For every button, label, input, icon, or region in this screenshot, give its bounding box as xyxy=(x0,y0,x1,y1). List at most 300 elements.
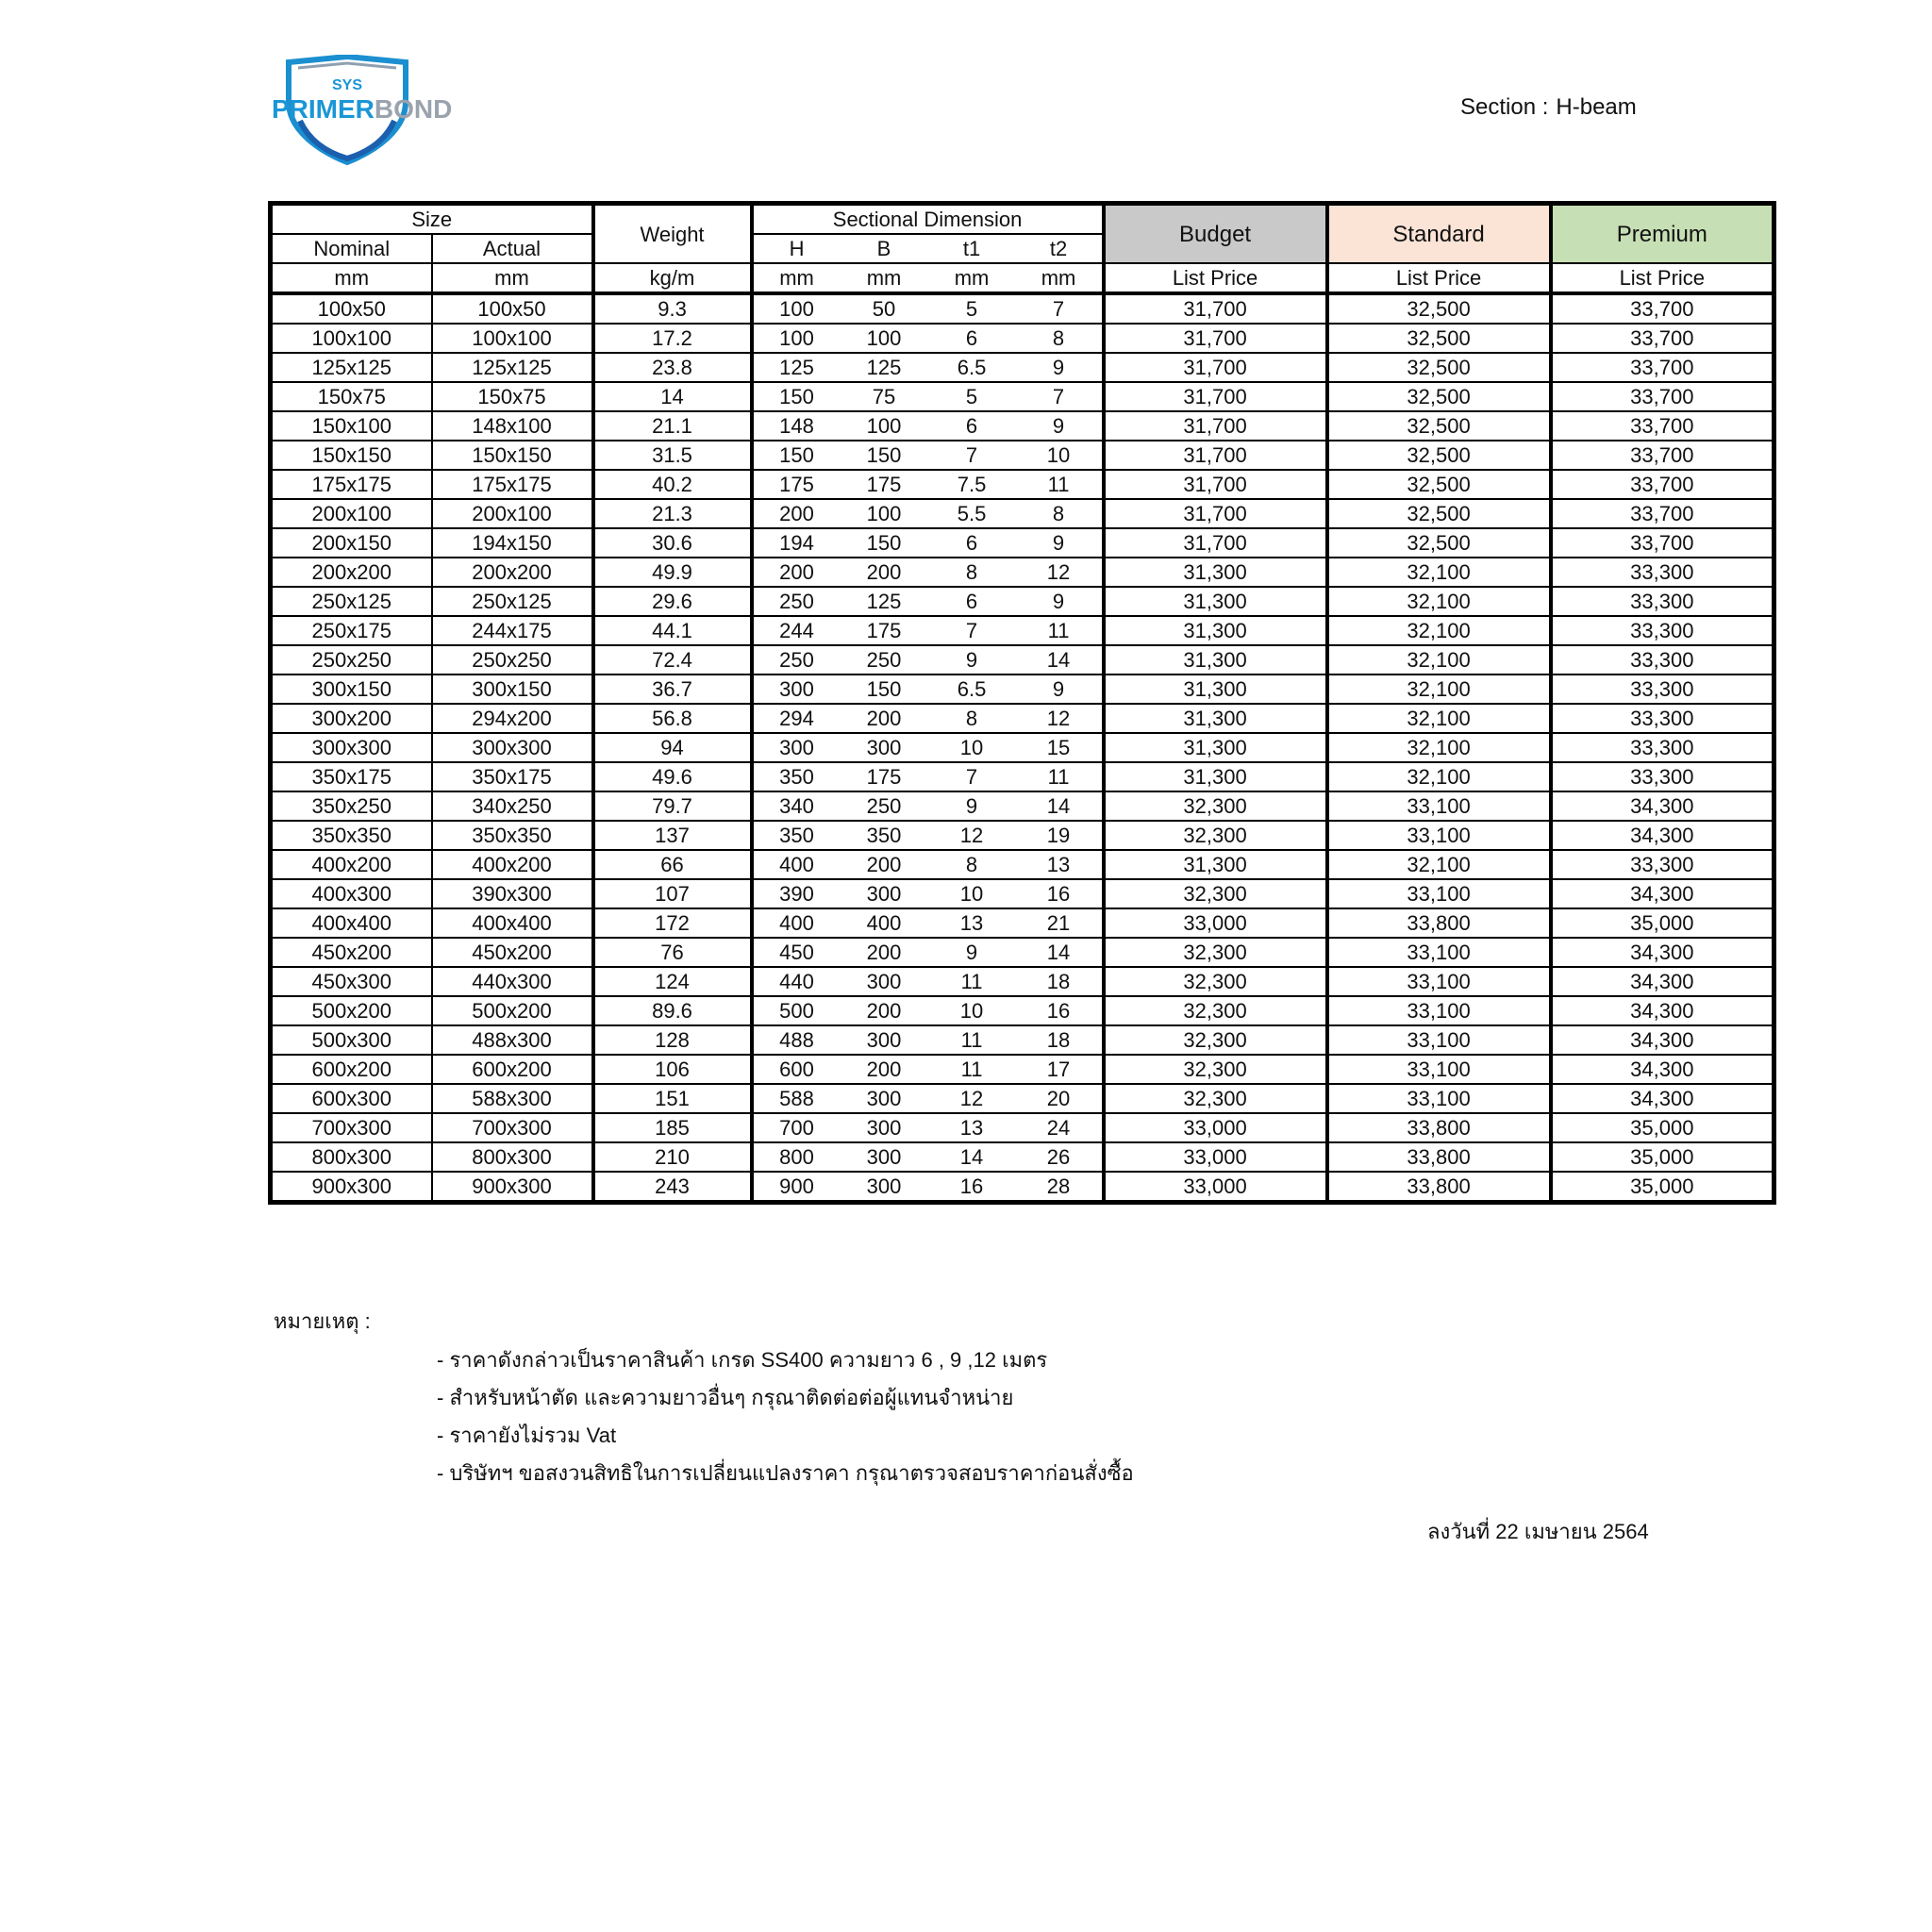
standard-price-cell: 33,100 xyxy=(1327,791,1551,821)
t1-cell: 13 xyxy=(928,1113,1016,1142)
t2-cell: 7 xyxy=(1016,382,1104,411)
table-row xyxy=(271,996,1774,1025)
t2-cell: 18 xyxy=(1016,1025,1104,1055)
header-row-1 xyxy=(271,204,1774,235)
section-label xyxy=(1460,94,1637,121)
b-cell: 400 xyxy=(841,908,928,938)
h-cell: 150 xyxy=(752,382,841,411)
actual-cell: 150x75 xyxy=(432,382,593,411)
b-cell: 200 xyxy=(841,1055,928,1084)
actual-cell: 294x200 xyxy=(432,704,593,733)
standard-price-cell: 33,800 xyxy=(1327,1172,1551,1203)
h-cell: 300 xyxy=(752,733,841,762)
budget-price-cell: 32,300 xyxy=(1104,1084,1327,1113)
list-price-label: List Price xyxy=(1104,263,1327,293)
premium-price-cell: 33,700 xyxy=(1551,411,1774,441)
weight-cell: 17.2 xyxy=(593,324,752,353)
h-cell: 150 xyxy=(752,441,841,470)
weight-cell: 30.6 xyxy=(593,528,752,558)
actual-cell: 700x300 xyxy=(432,1113,593,1142)
t2-header: t2 xyxy=(1016,234,1104,263)
b-cell: 350 xyxy=(841,821,928,850)
premium-price-cell: 33,700 xyxy=(1551,293,1774,324)
premium-price-cell: 33,700 xyxy=(1551,324,1774,353)
t1-cell: 8 xyxy=(928,558,1016,587)
actual-cell: 300x300 xyxy=(432,733,593,762)
note-line: - บริษัทฯ ขอสงวนสิทธิในการเปลี่ยนแปลงราคา กรุณาตรวจสอบราคาก่อนสั่งซื้อ xyxy=(437,1461,1134,1485)
table-row xyxy=(271,441,1774,470)
b-cell: 200 xyxy=(841,704,928,733)
nominal-cell: 175x175 xyxy=(271,470,432,499)
weight-cell: 79.7 xyxy=(593,791,752,821)
b-cell: 175 xyxy=(841,762,928,791)
nominal-cell: 450x200 xyxy=(271,938,432,967)
t2-cell: 8 xyxy=(1016,324,1104,353)
t1-cell: 9 xyxy=(928,938,1016,967)
actual-cell: 450x200 xyxy=(432,938,593,967)
premium-header: Premium xyxy=(1551,204,1774,264)
b-cell: 250 xyxy=(841,791,928,821)
b-cell: 200 xyxy=(841,938,928,967)
t2-cell: 26 xyxy=(1016,1142,1104,1172)
budget-price-cell: 33,000 xyxy=(1104,1142,1327,1172)
premium-price-cell: 33,300 xyxy=(1551,675,1774,704)
standard-price-cell: 32,500 xyxy=(1327,411,1551,441)
unit-cell: mm xyxy=(928,263,1016,293)
table-row xyxy=(271,616,1774,645)
h-cell: 100 xyxy=(752,324,841,353)
b-cell: 300 xyxy=(841,1025,928,1055)
table-row xyxy=(271,382,1774,411)
actual-cell: 250x125 xyxy=(432,587,593,616)
standard-price-cell: 33,100 xyxy=(1327,996,1551,1025)
h-cell: 294 xyxy=(752,704,841,733)
nominal-cell: 500x200 xyxy=(271,996,432,1025)
price-table xyxy=(268,201,1776,1205)
h-cell: 194 xyxy=(752,528,841,558)
t2-cell: 14 xyxy=(1016,938,1104,967)
b-cell: 300 xyxy=(841,879,928,908)
unit-cell: mm xyxy=(1016,263,1104,293)
table-row xyxy=(271,1025,1774,1055)
b-cell: 200 xyxy=(841,850,928,879)
budget-price-cell: 31,700 xyxy=(1104,470,1327,499)
budget-price-cell: 31,300 xyxy=(1104,616,1327,645)
t1-cell: 7.5 xyxy=(928,470,1016,499)
actual-cell: 300x150 xyxy=(432,675,593,704)
budget-price-cell: 33,000 xyxy=(1104,1172,1327,1203)
unit-cell: mm xyxy=(752,263,841,293)
nominal-cell: 400x200 xyxy=(271,850,432,879)
budget-price-cell: 33,000 xyxy=(1104,1113,1327,1142)
nominal-cell: 800x300 xyxy=(271,1142,432,1172)
standard-price-cell: 32,100 xyxy=(1327,850,1551,879)
nominal-cell: 200x100 xyxy=(271,499,432,528)
t1-cell: 8 xyxy=(928,850,1016,879)
t1-cell: 7 xyxy=(928,616,1016,645)
h-cell: 148 xyxy=(752,411,841,441)
standard-price-cell: 32,500 xyxy=(1327,382,1551,411)
t1-cell: 9 xyxy=(928,645,1016,675)
actual-header: Actual xyxy=(432,234,593,263)
standard-price-cell: 32,500 xyxy=(1327,324,1551,353)
nominal-cell: 200x150 xyxy=(271,528,432,558)
actual-cell: 600x200 xyxy=(432,1055,593,1084)
b-cell: 200 xyxy=(841,996,928,1025)
budget-price-cell: 31,300 xyxy=(1104,762,1327,791)
weight-cell: 44.1 xyxy=(593,616,752,645)
premium-price-cell: 34,300 xyxy=(1551,967,1774,996)
standard-price-cell: 33,100 xyxy=(1327,938,1551,967)
t2-cell: 11 xyxy=(1016,762,1104,791)
nominal-cell: 350x175 xyxy=(271,762,432,791)
premium-price-cell: 35,000 xyxy=(1551,908,1774,938)
h-cell: 400 xyxy=(752,908,841,938)
t1-cell: 12 xyxy=(928,821,1016,850)
budget-price-cell: 31,700 xyxy=(1104,441,1327,470)
weight-cell: 210 xyxy=(593,1142,752,1172)
budget-price-cell: 31,300 xyxy=(1104,850,1327,879)
h-cell: 350 xyxy=(752,762,841,791)
t2-cell: 12 xyxy=(1016,704,1104,733)
t1-cell: 7 xyxy=(928,441,1016,470)
weight-cell: 72.4 xyxy=(593,645,752,675)
table-row xyxy=(271,938,1774,967)
nominal-cell: 150x75 xyxy=(271,382,432,411)
h-cell: 100 xyxy=(752,293,841,324)
t2-cell: 18 xyxy=(1016,967,1104,996)
weight-cell: 23.8 xyxy=(593,353,752,382)
logo-brand-part1: PRIMER xyxy=(272,94,375,124)
premium-price-cell: 33,300 xyxy=(1551,733,1774,762)
nominal-cell: 700x300 xyxy=(271,1113,432,1142)
premium-price-cell: 34,300 xyxy=(1551,791,1774,821)
weight-cell: 137 xyxy=(593,821,752,850)
standard-price-cell: 32,100 xyxy=(1327,587,1551,616)
t2-cell: 16 xyxy=(1016,879,1104,908)
actual-cell: 800x300 xyxy=(432,1142,593,1172)
weight-cell: 94 xyxy=(593,733,752,762)
weight-cell: 172 xyxy=(593,908,752,938)
t1-cell: 10 xyxy=(928,996,1016,1025)
h-cell: 250 xyxy=(752,645,841,675)
t2-cell: 24 xyxy=(1016,1113,1104,1142)
nominal-cell: 450x300 xyxy=(271,967,432,996)
list-price-label: List Price xyxy=(1327,263,1551,293)
weight-cell: 21.1 xyxy=(593,411,752,441)
actual-cell: 175x175 xyxy=(432,470,593,499)
sectional-dimension-header: Sectional Dimension xyxy=(752,204,1104,235)
b-cell: 250 xyxy=(841,645,928,675)
budget-price-cell: 32,300 xyxy=(1104,879,1327,908)
t2-cell: 15 xyxy=(1016,733,1104,762)
size-header: Size xyxy=(271,204,593,235)
b-cell: 300 xyxy=(841,1172,928,1203)
table-row xyxy=(271,353,1774,382)
budget-price-cell: 31,300 xyxy=(1104,587,1327,616)
h-cell: 200 xyxy=(752,499,841,528)
standard-price-cell: 33,800 xyxy=(1327,1113,1551,1142)
budget-price-cell: 32,300 xyxy=(1104,791,1327,821)
t1-cell: 6.5 xyxy=(928,353,1016,382)
weight-cell: 56.8 xyxy=(593,704,752,733)
table-row xyxy=(271,499,1774,528)
b-cell: 125 xyxy=(841,353,928,382)
table-row xyxy=(271,821,1774,850)
h-cell: 300 xyxy=(752,675,841,704)
actual-cell: 100x50 xyxy=(432,293,593,324)
actual-cell: 350x350 xyxy=(432,821,593,850)
table-row xyxy=(271,1113,1774,1142)
nominal-cell: 350x350 xyxy=(271,821,432,850)
t2-cell: 8 xyxy=(1016,499,1104,528)
weight-cell: 151 xyxy=(593,1084,752,1113)
section-value: H-beam xyxy=(1556,94,1637,120)
b-cell: 125 xyxy=(841,587,928,616)
budget-price-cell: 31,700 xyxy=(1104,499,1327,528)
h-cell: 244 xyxy=(752,616,841,645)
standard-price-cell: 33,100 xyxy=(1327,821,1551,850)
standard-price-cell: 32,100 xyxy=(1327,616,1551,645)
actual-cell: 440x300 xyxy=(432,967,593,996)
actual-cell: 500x200 xyxy=(432,996,593,1025)
b-cell: 50 xyxy=(841,293,928,324)
actual-cell: 400x400 xyxy=(432,908,593,938)
table-row xyxy=(271,411,1774,441)
premium-price-cell: 34,300 xyxy=(1551,879,1774,908)
t2-cell: 9 xyxy=(1016,353,1104,382)
t1-cell: 11 xyxy=(928,1055,1016,1084)
h-cell: 200 xyxy=(752,558,841,587)
t2-cell: 9 xyxy=(1016,587,1104,616)
t2-cell: 10 xyxy=(1016,441,1104,470)
table-row xyxy=(271,733,1774,762)
table-row xyxy=(271,645,1774,675)
t1-cell: 6 xyxy=(928,528,1016,558)
t1-cell: 5 xyxy=(928,382,1016,411)
table-row xyxy=(271,470,1774,499)
t2-cell: 11 xyxy=(1016,470,1104,499)
weight-cell: 66 xyxy=(593,850,752,879)
standard-price-cell: 32,100 xyxy=(1327,645,1551,675)
t1-cell: 11 xyxy=(928,1025,1016,1055)
nominal-cell: 500x300 xyxy=(271,1025,432,1055)
nominal-cell: 600x200 xyxy=(271,1055,432,1084)
table-row xyxy=(271,1172,1774,1203)
table-row xyxy=(271,879,1774,908)
standard-price-cell: 33,100 xyxy=(1327,1025,1551,1055)
budget-price-cell: 33,000 xyxy=(1104,908,1327,938)
b-cell: 175 xyxy=(841,616,928,645)
nominal-cell: 200x200 xyxy=(271,558,432,587)
premium-price-cell: 34,300 xyxy=(1551,938,1774,967)
b-cell: 100 xyxy=(841,499,928,528)
h-cell: 400 xyxy=(752,850,841,879)
weight-cell: 36.7 xyxy=(593,675,752,704)
t2-cell: 9 xyxy=(1016,411,1104,441)
b-cell: 75 xyxy=(841,382,928,411)
budget-price-cell: 32,300 xyxy=(1104,938,1327,967)
t2-cell: 16 xyxy=(1016,996,1104,1025)
primerbond-logo xyxy=(272,55,453,166)
t1-cell: 6 xyxy=(928,411,1016,441)
t1-cell: 10 xyxy=(928,733,1016,762)
logo-small-text: SYS xyxy=(331,77,363,93)
t2-cell: 13 xyxy=(1016,850,1104,879)
premium-price-cell: 34,300 xyxy=(1551,1025,1774,1055)
budget-price-cell: 31,300 xyxy=(1104,645,1327,675)
standard-header: Standard xyxy=(1327,204,1551,264)
t1-cell: 7 xyxy=(928,762,1016,791)
budget-price-cell: 32,300 xyxy=(1104,1025,1327,1055)
h-cell: 250 xyxy=(752,587,841,616)
t1-cell: 6 xyxy=(928,587,1016,616)
t2-cell: 17 xyxy=(1016,1055,1104,1084)
h-cell: 800 xyxy=(752,1142,841,1172)
h-cell: 340 xyxy=(752,791,841,821)
note-line: - ราคายังไม่รวม Vat xyxy=(437,1424,617,1447)
nominal-cell: 250x125 xyxy=(271,587,432,616)
t1-cell: 11 xyxy=(928,967,1016,996)
b-cell: 200 xyxy=(841,558,928,587)
table-row xyxy=(271,967,1774,996)
actual-cell: 150x150 xyxy=(432,441,593,470)
note-line: - สำหรับหน้าตัด และความยาวอื่นๆ กรุณาติดต่อต่อผู้แทนจำหน่าย xyxy=(437,1386,1014,1409)
standard-price-cell: 32,500 xyxy=(1327,441,1551,470)
budget-price-cell: 32,300 xyxy=(1104,821,1327,850)
standard-price-cell: 32,100 xyxy=(1327,558,1551,587)
weight-cell: 107 xyxy=(593,879,752,908)
t1-cell: 6 xyxy=(928,324,1016,353)
budget-price-cell: 31,300 xyxy=(1104,704,1327,733)
weight-cell: 9.3 xyxy=(593,293,752,324)
h-cell: 488 xyxy=(752,1025,841,1055)
table-row xyxy=(271,1084,1774,1113)
t1-cell: 5.5 xyxy=(928,499,1016,528)
nominal-cell: 400x300 xyxy=(271,879,432,908)
nominal-cell: 900x300 xyxy=(271,1172,432,1203)
h-cell: 350 xyxy=(752,821,841,850)
h-cell: 600 xyxy=(752,1055,841,1084)
table-row xyxy=(271,324,1774,353)
t2-cell: 9 xyxy=(1016,528,1104,558)
t2-cell: 28 xyxy=(1016,1172,1104,1203)
weight-cell: 21.3 xyxy=(593,499,752,528)
b-cell: 150 xyxy=(841,441,928,470)
t1-cell: 14 xyxy=(928,1142,1016,1172)
budget-price-cell: 31,700 xyxy=(1104,324,1327,353)
premium-price-cell: 33,300 xyxy=(1551,850,1774,879)
standard-price-cell: 33,800 xyxy=(1327,1142,1551,1172)
t1-cell: 13 xyxy=(928,908,1016,938)
t2-cell: 9 xyxy=(1016,675,1104,704)
actual-cell: 390x300 xyxy=(432,879,593,908)
t1-cell: 5 xyxy=(928,293,1016,324)
actual-cell: 244x175 xyxy=(432,616,593,645)
b-cell: 300 xyxy=(841,967,928,996)
b-cell: 300 xyxy=(841,1084,928,1113)
weight-cell: 40.2 xyxy=(593,470,752,499)
premium-price-cell: 35,000 xyxy=(1551,1142,1774,1172)
premium-price-cell: 34,300 xyxy=(1551,1055,1774,1084)
budget-price-cell: 31,700 xyxy=(1104,382,1327,411)
notes-list xyxy=(437,1341,1134,1492)
table-row xyxy=(271,704,1774,733)
table-row xyxy=(271,908,1774,938)
premium-price-cell: 33,700 xyxy=(1551,528,1774,558)
t2-cell: 19 xyxy=(1016,821,1104,850)
actual-cell: 100x100 xyxy=(432,324,593,353)
nominal-cell: 300x200 xyxy=(271,704,432,733)
budget-price-cell: 31,700 xyxy=(1104,411,1327,441)
standard-price-cell: 33,800 xyxy=(1327,908,1551,938)
table-row xyxy=(271,1142,1774,1172)
t1-cell: 6.5 xyxy=(928,675,1016,704)
nominal-cell: 600x300 xyxy=(271,1084,432,1113)
table-row xyxy=(271,1055,1774,1084)
weight-cell: 243 xyxy=(593,1172,752,1203)
nominal-header: Nominal xyxy=(271,234,432,263)
b-cell: 300 xyxy=(841,1113,928,1142)
premium-price-cell: 33,700 xyxy=(1551,441,1774,470)
weight-cell: 49.9 xyxy=(593,558,752,587)
budget-price-cell: 31,700 xyxy=(1104,293,1327,324)
budget-price-cell: 32,300 xyxy=(1104,967,1327,996)
t2-cell: 14 xyxy=(1016,791,1104,821)
weight-cell: 14 xyxy=(593,382,752,411)
b-cell: 300 xyxy=(841,1142,928,1172)
h-cell: 500 xyxy=(752,996,841,1025)
actual-cell: 900x300 xyxy=(432,1172,593,1203)
t2-cell: 14 xyxy=(1016,645,1104,675)
standard-price-cell: 32,500 xyxy=(1327,528,1551,558)
weight-cell: 106 xyxy=(593,1055,752,1084)
standard-price-cell: 33,100 xyxy=(1327,879,1551,908)
b-cell: 300 xyxy=(841,733,928,762)
premium-price-cell: 33,700 xyxy=(1551,353,1774,382)
h-cell: 175 xyxy=(752,470,841,499)
h-cell: 440 xyxy=(752,967,841,996)
standard-price-cell: 33,100 xyxy=(1327,1084,1551,1113)
standard-price-cell: 32,500 xyxy=(1327,470,1551,499)
h-cell: 390 xyxy=(752,879,841,908)
h-cell: 125 xyxy=(752,353,841,382)
weight-cell: 128 xyxy=(593,1025,752,1055)
actual-cell: 350x175 xyxy=(432,762,593,791)
unit-cell: mm xyxy=(841,263,928,293)
premium-price-cell: 34,300 xyxy=(1551,996,1774,1025)
note-line: - ราคาดังกล่าวเป็นราคาสินค้า เกรด SS400 ความยาว 6 , 9 ,12 เมตร xyxy=(437,1348,1048,1372)
actual-cell: 340x250 xyxy=(432,791,593,821)
b-cell: 100 xyxy=(841,411,928,441)
b-cell: 100 xyxy=(841,324,928,353)
premium-price-cell: 34,300 xyxy=(1551,1084,1774,1113)
budget-header: Budget xyxy=(1104,204,1327,264)
nominal-cell: 250x250 xyxy=(271,645,432,675)
h-cell: 700 xyxy=(752,1113,841,1142)
nominal-cell: 300x300 xyxy=(271,733,432,762)
logo-wordmark xyxy=(272,94,453,125)
budget-price-cell: 31,300 xyxy=(1104,558,1327,587)
standard-price-cell: 32,100 xyxy=(1327,675,1551,704)
actual-cell: 488x300 xyxy=(432,1025,593,1055)
unit-cell: mm xyxy=(271,263,432,293)
unit-cell: kg/m xyxy=(593,263,752,293)
list-price-label: List Price xyxy=(1551,263,1774,293)
actual-cell: 125x125 xyxy=(432,353,593,382)
nominal-cell: 125x125 xyxy=(271,353,432,382)
section-label-text: Section : xyxy=(1460,94,1549,120)
